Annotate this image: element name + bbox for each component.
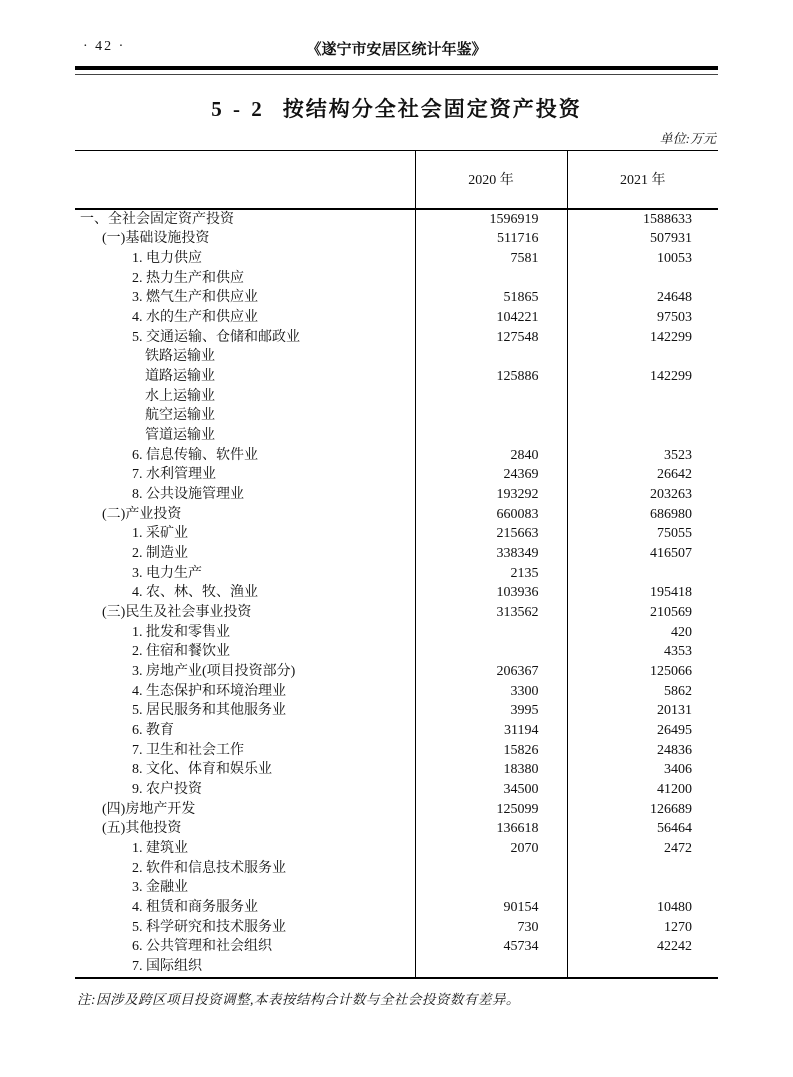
- table-row: [75, 682, 718, 702]
- row-label: 4. 租赁和商务服务业: [75, 898, 415, 918]
- row-label: (四)房地产开发: [75, 800, 415, 820]
- table-row: [75, 918, 718, 938]
- row-label: 1. 电力供应: [75, 249, 415, 269]
- value-2021: 5862: [664, 683, 692, 699]
- value-2020: [415, 957, 567, 978]
- column-header-2021: 2021 年: [567, 151, 718, 209]
- value-2021: [567, 564, 718, 584]
- value-2020: 206367: [415, 662, 567, 682]
- table-row: [75, 957, 718, 978]
- table-row: [75, 465, 718, 485]
- row-label: 8. 公共设施管理业: [75, 485, 415, 505]
- value-2020: 2135: [415, 564, 567, 584]
- row-label: (三)民生及社会事业投资: [75, 603, 415, 623]
- table-row: [75, 819, 718, 839]
- row-label: 6. 公共管理和社会组织: [75, 937, 415, 957]
- table-body: [75, 209, 718, 978]
- table-row: [75, 662, 718, 682]
- table-row: [75, 741, 718, 761]
- value-2020: 127548: [415, 328, 567, 348]
- value-2020: [415, 642, 567, 662]
- row-label: 9. 农户投资: [75, 780, 415, 800]
- value-2020: 31194: [415, 721, 567, 741]
- value-2020: 3995: [415, 701, 567, 721]
- table-row: [75, 505, 718, 525]
- value-2020: 338349: [415, 544, 567, 564]
- table-row: [75, 721, 718, 741]
- value-2021: 56464: [657, 821, 692, 837]
- row-label: 4. 水的生产和供应业: [75, 308, 415, 328]
- row-label: 5. 居民服务和其他服务业: [75, 701, 415, 721]
- table-row: [75, 898, 718, 918]
- table-row: [75, 859, 718, 879]
- value-2021: [567, 387, 718, 407]
- value-2021: 3523: [664, 447, 692, 463]
- table-row: [75, 623, 718, 643]
- value-2020: [415, 623, 567, 643]
- row-label: (一)基础设施投资: [75, 229, 415, 249]
- value-2021: 1270: [664, 919, 692, 935]
- row-label: 6. 教育: [75, 721, 415, 741]
- value-2021: 210569: [650, 604, 692, 620]
- row-label: 8. 文化、体育和娱乐业: [75, 760, 415, 780]
- table-row: [75, 406, 718, 426]
- value-2021: 3406: [664, 762, 692, 778]
- value-2021: 75055: [657, 526, 692, 542]
- row-label: 水上运输业: [75, 387, 415, 407]
- value-2021: 97503: [657, 309, 692, 325]
- table-row: [75, 249, 718, 269]
- table-row: [75, 564, 718, 584]
- table-row: [75, 603, 718, 623]
- row-label: 5. 交通运输、仓储和邮政业: [75, 328, 415, 348]
- table-row: [75, 387, 718, 407]
- table-row: [75, 937, 718, 957]
- value-2020: 3300: [415, 682, 567, 702]
- value-2021: [567, 347, 718, 367]
- value-2020: 215663: [415, 524, 567, 544]
- value-2020: 660083: [415, 505, 567, 525]
- row-label: 2. 软件和信息技术服务业: [75, 859, 415, 879]
- value-2021: 10480: [657, 900, 692, 916]
- row-label: 一、全社会固定资产投资: [75, 209, 415, 230]
- table-number: 5 - 2: [211, 97, 265, 121]
- value-2021: 195418: [650, 585, 692, 601]
- row-label: (二)产业投资: [75, 505, 415, 525]
- value-2020: 24369: [415, 465, 567, 485]
- row-label: 7. 卫生和社会工作: [75, 741, 415, 761]
- value-2021: [567, 269, 718, 289]
- table-row: [75, 288, 718, 308]
- value-2020: [415, 347, 567, 367]
- column-header-stub: [75, 151, 415, 209]
- value-2021: 4353: [664, 644, 692, 660]
- header-rule-thin: [75, 74, 718, 76]
- row-label: 2. 制造业: [75, 544, 415, 564]
- value-2021: 2472: [664, 841, 692, 856]
- value-2020: 7581: [415, 249, 567, 269]
- value-2020: 511716: [415, 229, 567, 249]
- value-2021: 10053: [657, 250, 692, 266]
- page-header: [75, 38, 718, 58]
- value-2020: [415, 387, 567, 407]
- row-label: 7. 水利管理业: [75, 465, 415, 485]
- table-name: 按结构分全社会固定资产投资: [282, 97, 582, 121]
- value-2020: 2070: [415, 839, 567, 859]
- row-label: 4. 农、林、牧、渔业: [75, 583, 415, 603]
- row-label: 道路运输业: [75, 367, 415, 387]
- row-label: 7. 国际组织: [75, 957, 415, 978]
- value-2021: 203263: [650, 486, 692, 502]
- value-2020: [415, 426, 567, 446]
- row-label: 1. 采矿业: [75, 524, 415, 544]
- value-2021: [567, 957, 718, 978]
- value-2021: 686980: [650, 506, 692, 522]
- value-2020: 125099: [415, 800, 567, 820]
- row-label: 3. 金融业: [75, 878, 415, 898]
- table-row: [75, 800, 718, 820]
- value-2020: [415, 406, 567, 426]
- value-2021: 142299: [650, 368, 692, 384]
- value-2021: 41200: [657, 781, 692, 797]
- value-2021: 416507: [650, 545, 692, 561]
- value-2021: 24836: [657, 742, 692, 758]
- value-2020: [415, 859, 567, 879]
- row-label: 1. 建筑业: [75, 839, 415, 859]
- table-header: [75, 151, 718, 209]
- value-2020: 103936: [415, 583, 567, 603]
- table-row: [75, 347, 718, 367]
- value-2021: 420: [671, 624, 692, 640]
- row-label: 铁路运输业: [75, 347, 415, 367]
- row-label: 3. 房地产业(项目投资部分): [75, 662, 415, 682]
- table-header-row: [75, 151, 718, 209]
- header-rule-thick: [75, 66, 718, 70]
- value-2021: 26495: [657, 722, 692, 738]
- value-2020: 104221: [415, 308, 567, 328]
- value-2021: 126689: [650, 801, 692, 817]
- value-2020: 51865: [415, 288, 567, 308]
- value-2020: 45734: [415, 937, 567, 957]
- value-2020: 34500: [415, 780, 567, 800]
- value-2021: [567, 426, 718, 446]
- unit-label: 单位:万元: [659, 131, 716, 146]
- table-row: [75, 780, 718, 800]
- table-row: [75, 308, 718, 328]
- table-row: [75, 701, 718, 721]
- row-label: 5. 科学研究和技术服务业: [75, 918, 415, 938]
- value-2020: 90154: [415, 898, 567, 918]
- value-2021: 24648: [657, 290, 692, 306]
- data-table: [75, 150, 718, 979]
- row-label: 管道运输业: [75, 426, 415, 446]
- table-row: [75, 209, 718, 230]
- table-row: [75, 583, 718, 603]
- table-row: [75, 367, 718, 387]
- value-2021: 26642: [657, 467, 692, 483]
- value-2021: [567, 878, 718, 898]
- value-2020: [415, 878, 567, 898]
- row-label: 2. 热力生产和供应: [75, 269, 415, 289]
- row-label: 航空运输业: [75, 406, 415, 426]
- value-2021: [567, 406, 718, 426]
- page-number: · 42 ·: [83, 39, 126, 54]
- value-2021: 125066: [650, 663, 692, 679]
- value-2020: 313562: [415, 603, 567, 623]
- row-label: 1. 批发和零售业: [75, 623, 415, 643]
- row-label: 3. 电力生产: [75, 564, 415, 584]
- value-2021: 42242: [657, 939, 692, 955]
- value-2021: 507931: [650, 231, 692, 247]
- table-note: 注:因涉及跨区项目投资调整,本表按结构合计数与全社会投资数有差异。: [77, 991, 520, 1007]
- value-2020: 1596919: [415, 209, 567, 230]
- row-label: 4. 生态保护和环境治理业: [75, 682, 415, 702]
- table-row: [75, 839, 718, 859]
- table-row: [75, 642, 718, 662]
- value-2021: 142299: [650, 329, 692, 345]
- table-row: [75, 878, 718, 898]
- book-title: 《遂宁市安居区统计年鉴》: [306, 41, 487, 58]
- table-row: [75, 426, 718, 446]
- table-title: [75, 94, 718, 124]
- row-label: 2. 住宿和餐饮业: [75, 642, 415, 662]
- table-row: [75, 544, 718, 564]
- value-2020: 136618: [415, 819, 567, 839]
- table-row: [75, 760, 718, 780]
- table-row: [75, 524, 718, 544]
- row-label: 3. 燃气生产和供应业: [75, 288, 415, 308]
- table-row: [75, 229, 718, 249]
- row-label: 6. 信息传输、软件业: [75, 446, 415, 466]
- value-2020: 18380: [415, 760, 567, 780]
- value-2020: [415, 269, 567, 289]
- table-row: [75, 269, 718, 289]
- table-row: [75, 328, 718, 348]
- value-2020: 125886: [415, 367, 567, 387]
- value-2020: 730: [415, 918, 567, 938]
- value-2021: 20131: [657, 703, 692, 719]
- value-2021: 1588633: [643, 211, 692, 227]
- value-2021: [567, 859, 718, 879]
- table-row: [75, 485, 718, 505]
- value-2020: 193292: [415, 485, 567, 505]
- value-2020: 15826: [415, 741, 567, 761]
- value-2020: 2840: [415, 446, 567, 466]
- table-row: [75, 446, 718, 466]
- row-label: (五)其他投资: [75, 819, 415, 839]
- column-header-2020: 2020 年: [415, 151, 567, 209]
